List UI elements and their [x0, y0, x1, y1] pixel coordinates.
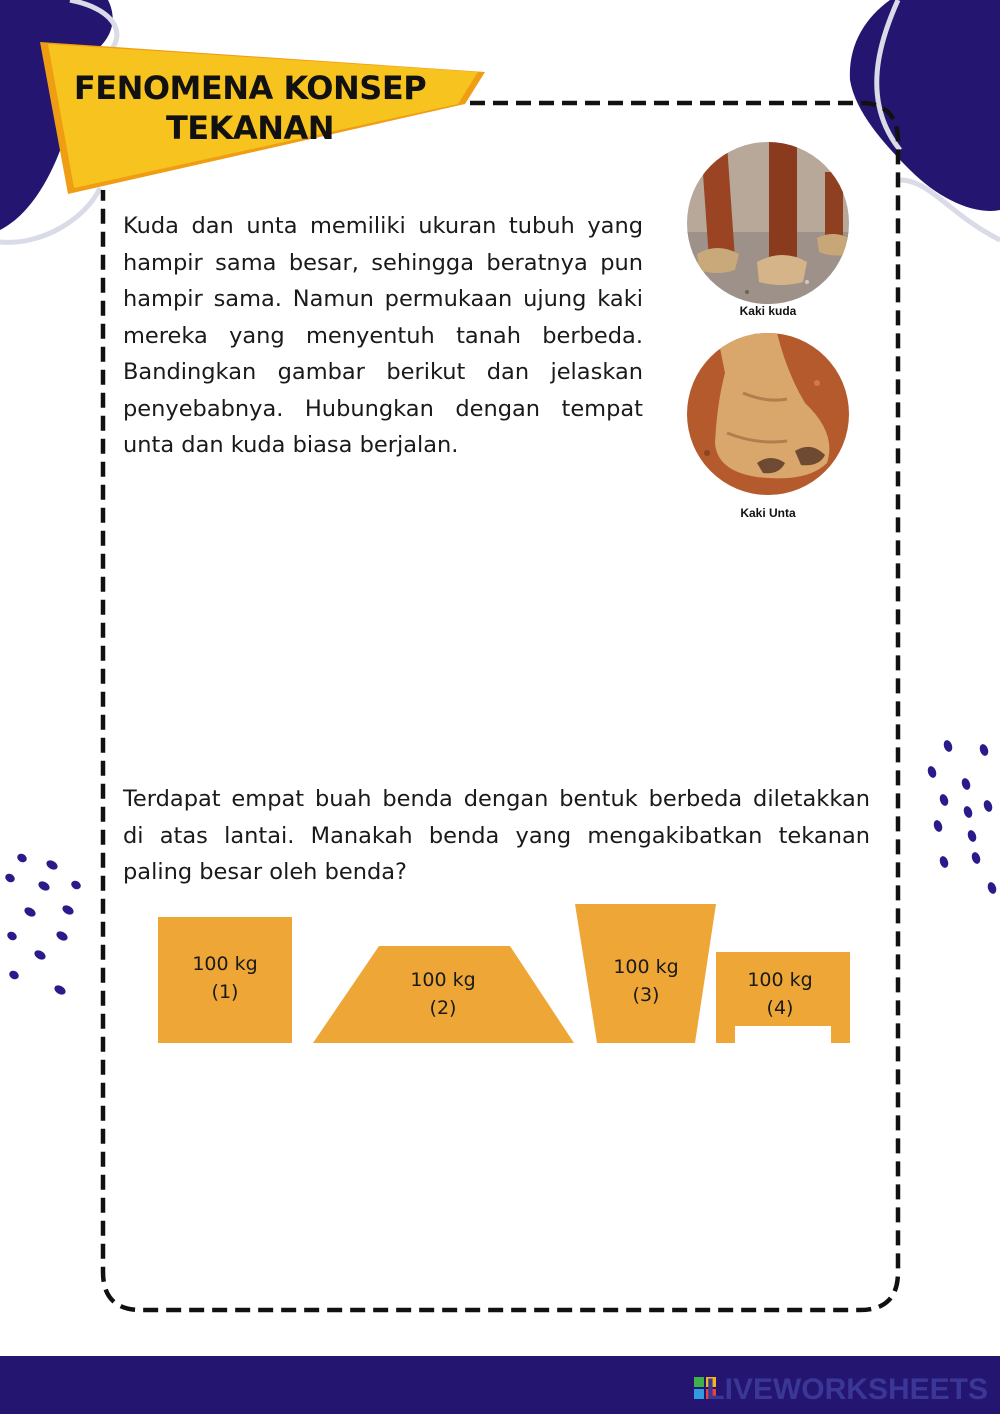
horse-photo-caption: Kaki kuda — [739, 304, 797, 318]
question-2-text: Terdapat empat buah benda dengan bentuk berbeda diletakkan di atas lantai. Manakah benda yang mengakibatkan tekanan paling besar oleh benda? — [123, 786, 870, 885]
object-4-label — [713, 966, 847, 1022]
title-line-2: TEKANAN — [165, 109, 335, 147]
camel-foot-photo — [687, 333, 849, 495]
camel-photo-caption: Kaki Unta — [740, 506, 796, 520]
right-dots — [926, 739, 998, 895]
object-3-number: (3) — [632, 984, 660, 1006]
object-4-number: (4) — [766, 997, 794, 1019]
object-4-mass: 100 kg — [747, 969, 813, 991]
object-2-number: (2) — [429, 997, 457, 1019]
page-title — [60, 68, 440, 148]
object-1-mass: 100 kg — [192, 953, 258, 975]
object-2-label — [376, 966, 510, 1022]
object-1-label — [158, 950, 292, 1006]
object-3-label — [579, 953, 713, 1009]
question-1-text: Kuda dan unta memiliki ukuran tubuh yang hampir sama besar, sehingga beratnya pun hampir sama. Namun permukaan ujung kaki mereka yang menyentuh tanah berbeda. Bandingkan gambar berikut dan jelaskan penyebabnya. Hubungkan dengan tempat unta dan kuda biasa berjalan. — [123, 213, 643, 458]
left-dots — [4, 852, 83, 996]
footer-brand[interactable]: LIVEWORKSHEETS — [706, 1373, 988, 1406]
title-line-1: FENOMENA KONSEP — [73, 69, 427, 107]
object-1-number: (1) — [211, 981, 239, 1003]
object-3-mass: 100 kg — [613, 956, 679, 978]
object-2-mass: 100 kg — [410, 969, 476, 991]
horse-legs-photo — [687, 142, 849, 304]
